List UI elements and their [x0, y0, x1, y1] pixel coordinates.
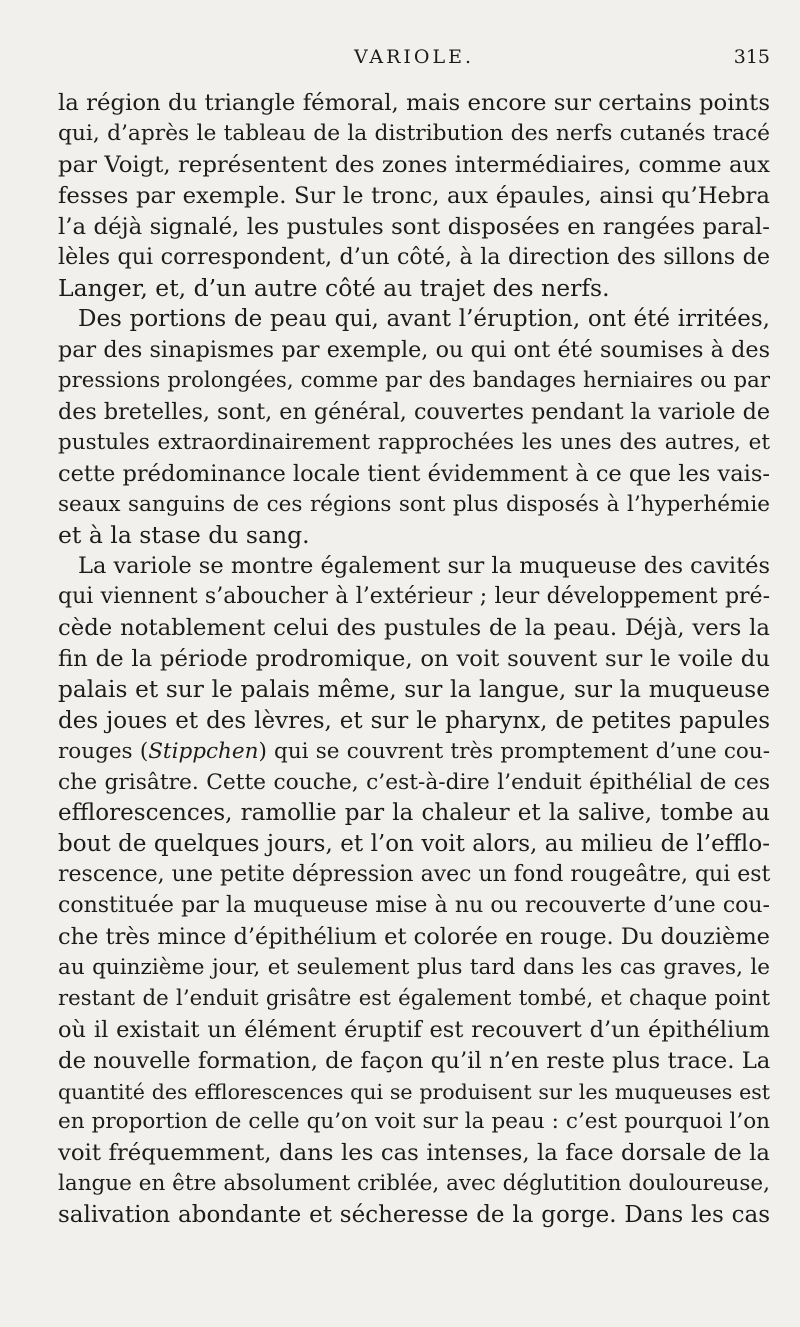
text-line: rescence, une petite dépression avec un fond rougeâtre, qui est: [58, 862, 771, 888]
text-line: qui viennent s’aboucher à l’extérieur ; leur développement pré-: [58, 584, 770, 610]
text-line: fesses par exemple. Sur le tronc, aux épaules, ainsi qu’Hebra: [58, 182, 770, 209]
text-line: langue en être absolument criblée, avec déglutition douloureuse,: [58, 1171, 770, 1197]
text-line: Langer, et, d’un autre côté au trajet des nerfs.: [58, 274, 610, 303]
text-line: bout de quelques jours, et l’on voit alors, au milieu de l’efflo-: [58, 831, 770, 858]
text-line: des joues et des lèvres, et sur le pharynx, de petites papules: [58, 707, 770, 734]
paragraph-start-line: Des portions de peau qui, avant l’éruption, ont été irritées,: [78, 306, 770, 333]
text-line: l’a déjà signalé, les pustules sont disposées en rangées paral-: [58, 213, 770, 240]
text-line: cède notablement celui des pustules de la peau. Déjà, vers la: [58, 615, 770, 642]
page-number: 315: [733, 46, 770, 68]
text-line: pustules extraordinairement rapprochées les unes des autres, et: [58, 429, 770, 455]
text-line: où il existait un élément éruptif est recouvert d’un épithélium: [58, 1016, 770, 1043]
text-line: salivation abondante et sécheresse de la gorge. Dans les cas: [58, 1202, 770, 1229]
text-line: constituée par la muqueuse mise à nu ou recouverte d’une cou-: [58, 893, 770, 919]
text-line: et à la stase du sang.: [58, 521, 310, 550]
text-line: par Voigt, représentent des zones intermédiaires, comme aux: [58, 151, 770, 178]
text-line-with-emphasis: [58, 737, 770, 768]
text-line: che grisâtre. Cette couche, c’est-à-dire l’enduit épithélial de ces: [58, 769, 770, 795]
italic-term: Stippchen: [148, 738, 259, 764]
text-line: pressions prolongées, comme par des bandages herniaires ou par: [58, 368, 770, 394]
text-line: restant de l’enduit grisâtre est également tombé, et chaque point: [58, 985, 770, 1011]
text-line: qui, d’après le tableau de la distribution des nerfs cutanés tracé: [58, 120, 770, 146]
text-line: par des sinapismes par exemple, ou qui ont été soumises à des: [58, 337, 770, 364]
text-line: quantité des efflorescences qui se produisent sur les muqueuses est: [58, 1079, 770, 1104]
text-line: de nouvelle formation, de façon qu’il n’en reste plus trace. La: [58, 1047, 771, 1074]
text-line: efflorescences, ramollie par la chaleur et la salive, tombe au: [58, 800, 770, 827]
paragraph-start-line: La variole se montre également sur la muqueuse des cavités: [78, 553, 770, 580]
text-line: fin de la période prodromique, on voit souvent sur le voile du: [58, 646, 770, 673]
text-line: lèles qui correspondent, d’un côté, à la direction des sillons de: [58, 244, 770, 271]
running-title: VARIOLE.: [353, 46, 475, 68]
page-header: [58, 46, 770, 78]
text-line: voit fréquemment, dans les cas intenses, la face dorsale de la: [58, 1140, 770, 1167]
body-text: [58, 88, 770, 1231]
text-line: palais et sur le palais même, sur la langue, sur la muqueuse: [58, 675, 770, 703]
text-line: che très mince d’épithélium et colorée en rouge. Du douzième: [58, 924, 771, 951]
text-line: en proportion de celle qu’on voit sur la peau : c’est pourquoi l’on: [58, 1109, 770, 1135]
text-line: seaux sanguins de ces régions sont plus disposés à l’hyperhémie: [58, 491, 770, 517]
text-line: cette prédominance locale tient évidemment à ce que les vais-: [58, 460, 770, 487]
line-text-after: ) qui se couvrent très promptement d’une cou-: [258, 738, 770, 764]
line-text-before: rouges (: [58, 738, 149, 764]
text-line: des bretelles, sont, en général, couvertes pendant la variole de: [58, 398, 770, 425]
text-line: au quinzième jour, et seulement plus tard dans les cas graves, le: [58, 954, 770, 980]
text-line: la région du triangle fémoral, mais encore sur certains points: [58, 90, 770, 116]
